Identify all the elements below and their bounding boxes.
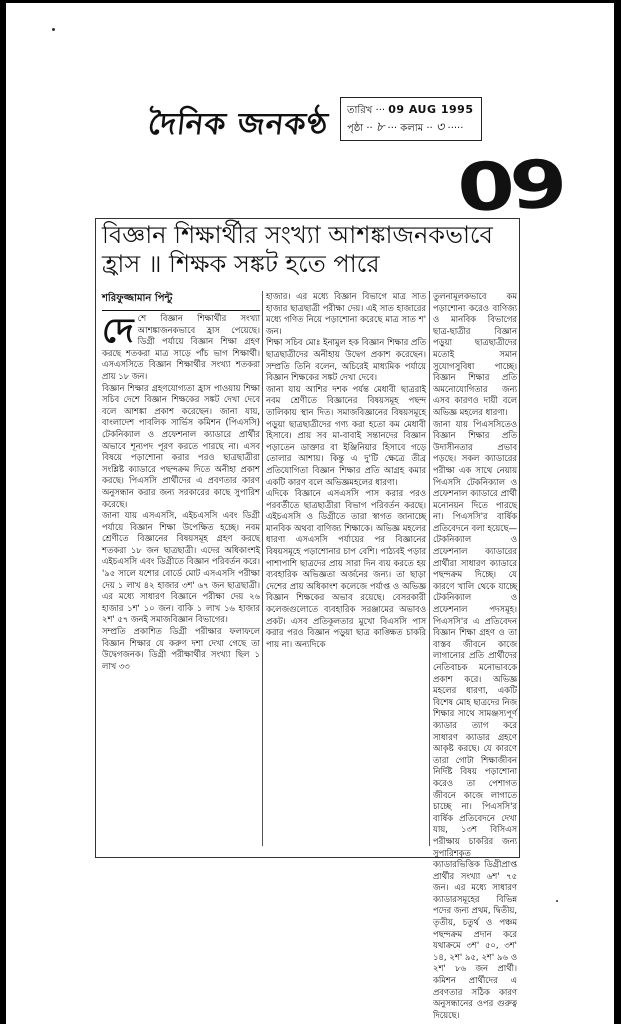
- paragraph: সম্প্রতি প্রকাশিত ডিগ্রী পরীক্ষার ফলাফলে বিজ্ঞান শিক্ষার যে করুণ দশা দেখা গেছে তা উদ্বেগজনক। ডিগ্রী পরীক্ষার্থীর সংখ্যা ছিল ১ লাখ ৩৩: [102, 626, 260, 671]
- stamp-date-row: তারিখ ··· 09 AUG 1995: [347, 103, 474, 116]
- paragraph: বিজ্ঞান শিক্ষার গ্রহণযোগ্যতা হ্রাস পাওয়ায় শিক্ষা সচিব দেশে বিজ্ঞান শিক্ষকের সঙ্কট দেখা দেবে বলে আশঙ্কা প্রকাশ করেছেন। জানা যায়, বাংলাদেশ পাবলিক সার্ভিস কমিশন (পিএসসি) টেকনিক্যাল ও প্রফেশনাল ক্যাডারে প্রার্থীর অভাবে শূন্যপদ পূরণ করতে পারছে না। এসব বিষয়ে পড়াশোনা করার পরও ছাত্রছাত্রীরা সংশ্লিষ্ট ক্যাডারে পছন্দক্রম দিতে অনীহা প্রকাশ করছে। পিএসসি প্রার্থীদের এ প্রবণতার কারণ অনুসন্ধান করার জন্য সরকারের কাছে সুপারিশ করেছে।: [102, 382, 260, 509]
- article-column-2: [266, 291, 426, 650]
- drop-cap: দে: [102, 311, 134, 351]
- scan-edge-right: [614, 0, 621, 1024]
- clipping-stamp: [340, 97, 482, 141]
- column-divider: [429, 291, 430, 846]
- stamp-page-value: ৮: [375, 120, 385, 135]
- paragraph: এদিকে বিজ্ঞানে এসএসসি পাস করার পরও পরবর্তীতে ছাত্রছাত্রীরা বিভাগ পরিবর্তন করছে। এইচএসসি ও ডিগ্রীতে তারা স্বাগত জানাচ্ছে মানবিক অথবা বাণিজ্য শিক্ষাকে। অভিজ্ঞ মহলের ধারণা এসএসসি পর্যায়ের পর বিজ্ঞানের বিষয়সমূহে পড়াশোনার চাপ বেশি। পাঠ্যবই পড়ার পাশাপাশি ছাত্রদের প্রায় সারা দিন ব্যয় করতে হয় ব্যবহারিক অভিজ্ঞতা অর্জনের জন্য। তা ছাড়া দেশের প্রায় অধিকাংশ কলেজে পর্যাপ্ত ও অভিজ্ঞ বিজ্ঞান শিক্ষকের অভাব রয়েছে। বেসরকারী কলেজগুলোতে ব্যবহারিক সরঞ্জামের অভাবও প্রকট। এসব প্রতিকূলতার মুখো বিএসসি পাস করার পরও বিজ্ঞান পড়ুয়া ছাত্র কাঙ্ক্ষিত চাকরি পায় না। অন্যদিকে: [266, 488, 426, 649]
- stamp-page-label: পৃষ্ঠা: [347, 123, 364, 134]
- paragraph: জানা যায় আশির দশক পর্যন্ত মেধাবী ছাত্ররাই নবম শ্রেণীতে বিজ্ঞানের বিষয়সমূহ পছন্দ তালিকায় স্থান দিত। সমাজবিজ্ঞানের বিষয়সমূহে পড়ুয়া ছাত্রছাত্রীদের গণ্য করা হতো কম মেধাবী হিসাবে। প্রায় সব মা-বাবাই সন্তানদের বিজ্ঞান পড়াতেন ডাক্তার বা ইঞ্জিনিয়ার হিসাবে গড়ে তোলার আশায়। কিন্তু এ দু'টি ক্ষেত্রে তীব্র প্রতিযোগিতা বিজ্ঞান শিক্ষার প্রতি আগ্রহ কমার একটি কারণ বলে অভিজ্ঞমহলের ধারণা।: [266, 383, 426, 487]
- article-byline: শরিফুজ্জামান পিন্টু: [102, 291, 260, 311]
- headline-line-1: বিজ্ঞান শিক্ষার্থীর সংখ্যা আশঙ্কাজনকভাবে: [102, 221, 493, 249]
- stamp-date-value: 09 AUG 1995: [388, 103, 474, 116]
- stamp-column-value: ৩: [435, 120, 445, 135]
- scan-edge-left: [0, 0, 6, 1024]
- stamp-column-label: কলাম: [400, 123, 424, 134]
- newspaper-masthead: দৈনিক জনকণ্ঠ: [146, 107, 331, 142]
- article-column-1: [102, 313, 260, 672]
- paragraph: জানা যায় পিএসসিতেও বিজ্ঞান শিক্ষার প্রতি উদাসীনতার প্রভাব পড়ছে। সকল ক্যাডারের পরীক্ষা এক সাথে নেয়ায় পিএসসি টেকনিক্যাল ও প্রফেশনাল ক্যাডারে প্রার্থী মনোনয়ন দিতে পারছে না। পিএসসি'র বার্ষিক প্রতিবেদনে বলা হয়েছে—টেকনিক্যাল ও প্রফেশনাল ক্যাডারের প্রার্থীরা সাধারণ ক্যাডারে পছন্দক্রম দিচ্ছে। যে কারণে খালি থেকে যাচ্ছে টেকনিক্যাল ও প্রফেশনাল পদসমূহ। পিএসসি'র এ প্রতিবেদন বিজ্ঞান শিক্ষা গ্রহণ ও তা বাস্তব জীবনে কাজে লাগানোর প্রতি প্রার্থীদের নেতিবাচক মনোভাবকে প্রকাশ করে। অভিজ্ঞ মহলের ধারণা, একটি বিশেষ মোহ ছাত্রদের নিজ শিক্ষার সাথে সামঞ্জস্যপূর্ণ ক্যাডার ত্যাগ করে সাধারণ ক্যাডার গ্রহণে আকৃষ্ট করছে। যে কারণে তারা গোটা শিক্ষাজীবন নির্দিষ্ট বিষয় পড়াশোনা করেও তা পেশাগত জীবনে কাজে লাগাতে চাচ্ছে না। পিএসসি'র বার্ষিক প্রতিবেদনে দেখা যায়, ১৩শ বিসিএস পরীক্ষায় চাকরির জন্য সুপারিশকৃত ক্যাডারভিত্তিক ডিগ্রীপ্রাপ্ত প্রার্থীর সংখ্যা ৬শ' ৭৫ জন। এর মধ্যে সাধারণ ক্যাডারসমূহের বিভিন্ন পদের জন্য প্রথম, দ্বিতীয়, তৃতীয়, চতুর্থ ও পঞ্চম পছন্দক্রম প্রদান করে যথাক্রমে ৩শ' ৫০, ৩শ' ১৪, ২শ' ৯৫, ২শ' ৯৬ ও ২শ' ৮৬ জন প্রার্থী। কমিশন প্রার্থীদের এ প্রবণতার সঠিক কারণ অনুসন্ধানের ওপর গুরুত্ব দিয়েছে।: [433, 418, 517, 1020]
- paragraph: শে বিজ্ঞান শিক্ষার্থীর সংখ্যা আশঙ্কাজনকভাবে হ্রাস পেয়েছে। ডিগ্রী পর্যায়ে বিজ্ঞান শিক্ষা গ্রহণ করছে শতকরা মাত্র সাড়ে পাঁচ ভাগ শিক্ষার্থী। এসএসসিতে বিজ্ঞান শিক্ষার্থীর সংখ্যা শতকরা প্রায় ১৮ জন।: [102, 313, 260, 381]
- scan-speck: [556, 900, 558, 902]
- paragraph: হাজার। এর মধ্যে বিজ্ঞান বিভাগে মাত্র সাত হাজার ছাত্রছাত্রী পরীক্ষা দেয়। এই সাত হাজারের মধ্যে গণিত নিয়ে পড়াশোনা করেছে মাত্র সাত শ' জন।: [266, 291, 426, 336]
- stamp-page-row: পৃষ্ঠা ·· ৮ ··· কলাম ·· ৩ ·····: [347, 120, 464, 135]
- scan-speck: [52, 28, 55, 31]
- stamp-date-label: তারিখ: [347, 105, 373, 116]
- news-article: [95, 218, 520, 1020]
- column-divider: [262, 291, 263, 846]
- scan-edge-top: [0, 0, 621, 3]
- headline-line-2: হ্রাস ॥ শিক্ষক সঙ্কট হতে পারে: [102, 250, 380, 278]
- handwritten-number: 09: [455, 145, 565, 227]
- paragraph: শিক্ষা সচিব মোঃ ইনামুল হক বিজ্ঞান শিক্ষার প্রতি ছাত্রছাত্রীদের অনীহায় উদ্বেগ প্রকাশ করেছেন। সম্প্রতি তিনি বলেন, অচিরেই মাধ্যমিক পর্যায়ে বিজ্ঞান শিক্ষকের সঙ্কট দেখা দেবে।: [266, 337, 426, 383]
- paragraph: জানা যায় এসএসসি, এইচএসসি এবং ডিগ্রী পর্যায়ে বিজ্ঞান শিক্ষা উপেক্ষিত হচ্ছে। নবম শ্রেণীতে বিজ্ঞানের বিষয়সমূহ গ্রহণ করছে শতকরা ১৮ জন ছাত্রছাত্রী। এদের অধিকাংশই এইচএসসি এবং ডিগ্রীতে বিজ্ঞান পরিবর্তন করে। '৯৫ সালে যশোর বোর্ডে মোট এসএসসি পরীক্ষা দেয় ১ লাখ ৪২ হাজার ৩শ' ৬৭ জন ছাত্রছাত্রী। এর মধ্যে সাধারণ বিজ্ঞানে পরীক্ষা দেয় ২৬ হাজার ১শ' ১০ জন। বাকি ১ লাখ ১৬ হাজার ২শ' ৫৭ জনই সমাজবিজ্ঞান বিভাগের।: [102, 510, 260, 625]
- article-headline: [102, 221, 512, 279]
- paragraph: তুলনামূলকভাবে কম পড়াশোনা করেও বাণিজ্য ও মানবিক বিভাগের ছাত্র-ছাত্রীর বিজ্ঞান পড়ুয়া ছাত্রছাত্রীদের মতোই সমান সুযোগসুবিধা পাচ্ছে। বিজ্ঞান শিক্ষার প্রতি অমনোযোগিতার জন্য এসব কারণও দায়ী বলে অভিজ্ঞ মহলের ধারণা।: [433, 291, 517, 417]
- article-column-3: [433, 291, 517, 1021]
